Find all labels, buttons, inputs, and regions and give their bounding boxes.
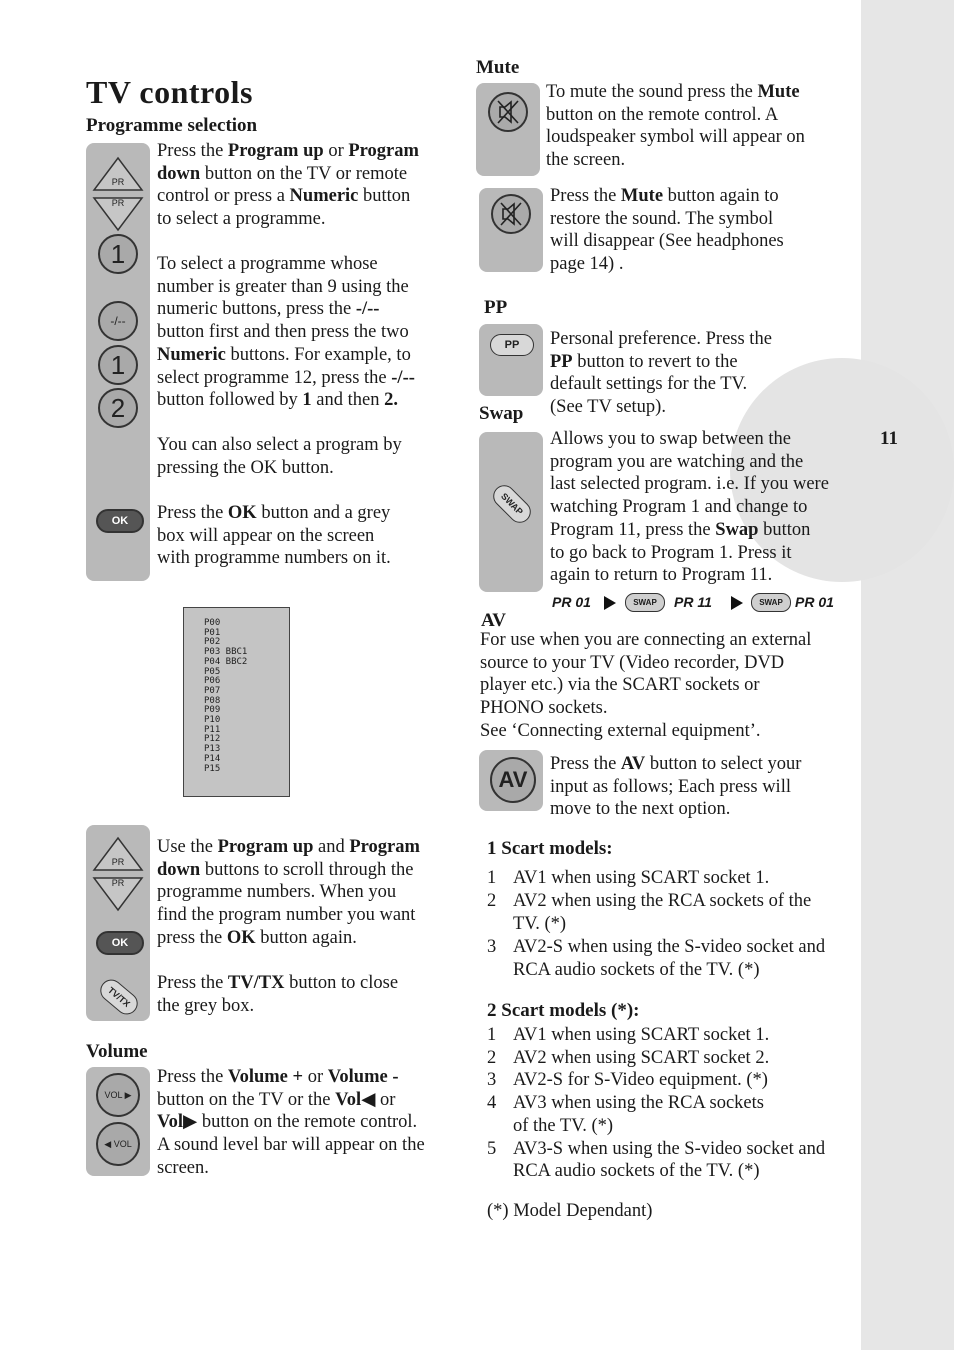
mute-icon-2[interactable]	[489, 192, 533, 236]
volume-up-button[interactable]: VOL ▶	[96, 1073, 140, 1117]
osd-programme-row: P07	[204, 685, 221, 696]
text-run: button again to	[663, 186, 779, 206]
volume-para-1	[157, 1066, 457, 1180]
text-run: the grey box.	[157, 995, 255, 1016]
text-run: button	[758, 519, 811, 540]
text-run: with programme numbers on it.	[157, 548, 391, 569]
text-run: button and a grey	[256, 503, 391, 523]
text-run: or	[323, 141, 349, 161]
bold-text: Program	[348, 141, 419, 161]
text-run: You can also select a program by	[157, 435, 402, 455]
programme-para-4	[157, 502, 457, 570]
volume-down-button[interactable]: ◀ VOL	[96, 1122, 140, 1166]
text-run: again to return to Program 11.	[550, 565, 773, 586]
side-tab	[861, 0, 954, 1350]
program-updown-icon[interactable]	[90, 156, 146, 232]
list-item: AV3-S when using the S-video socket and	[513, 1138, 826, 1159]
bold-text: Volume +	[227, 1067, 304, 1087]
swap-seq-pr11: PR 11	[674, 594, 712, 610]
osd-programme-row: P01	[204, 627, 221, 638]
bold-text: down	[157, 859, 201, 880]
mute-icon[interactable]	[486, 90, 530, 134]
text-run: Press the	[550, 754, 621, 774]
ok-button[interactable]: OK	[96, 509, 144, 533]
bold-text: Vol▶	[157, 1112, 198, 1133]
bold-text: 1	[302, 390, 312, 411]
osd-programme-row: P12	[204, 734, 221, 745]
pr-down-label: PR	[111, 198, 125, 208]
scart2-heading: 2 Scart models (*):	[487, 1000, 640, 1021]
text-run: and then	[311, 390, 385, 411]
bold-text: Program up	[227, 141, 324, 161]
text-run: player etc.) via the SCART sockets or	[480, 675, 760, 696]
text-run: pressing the OK button.	[157, 457, 334, 478]
swap-button[interactable]: SWAP	[489, 481, 536, 528]
text-run: last selected program. i.e. If you were	[550, 474, 829, 495]
osd-programme-row: P14	[204, 753, 221, 764]
av-para-1	[480, 629, 860, 743]
text-run: To mute the sound press the	[546, 82, 758, 102]
text-run: Press the	[157, 973, 228, 993]
text-run: Personal preference. Press the	[550, 329, 772, 349]
dash-button[interactable]: -/--	[98, 301, 138, 341]
bold-text: Program	[349, 837, 420, 857]
text-run: button followed by	[157, 390, 303, 411]
osd-programme-row: P05	[204, 666, 221, 677]
text-run: box will appear on the screen	[157, 525, 375, 546]
programme-para-1	[157, 140, 457, 231]
text-run: Program 11, press the	[550, 519, 716, 540]
numeric-2-button[interactable]: 2	[98, 388, 138, 428]
swap-chip-icon-2: SWAP	[751, 593, 791, 612]
bold-text: Numeric	[157, 344, 226, 365]
swap-seq-pr01-b: PR 01	[795, 594, 834, 610]
text-run: the screen.	[546, 150, 626, 171]
text-run: Press the	[157, 141, 228, 161]
text-run: programme numbers. When you	[157, 882, 397, 903]
text-run: watching Program 1 and change to	[550, 497, 808, 518]
text-run: program you are watching and the	[550, 451, 804, 472]
bold-text: Volume -	[327, 1067, 399, 1087]
pr-up-label-2: PR	[111, 857, 125, 867]
footnote: (*) Model Dependant)	[487, 1201, 653, 1221]
text-run: Press the	[157, 503, 228, 523]
page-title: TV controls	[86, 74, 253, 110]
osd-programme-row: P08	[204, 695, 221, 706]
list-item: AV2 when using SCART socket 2.	[513, 1047, 770, 1068]
programme-para-2	[157, 253, 457, 412]
list-number: 5	[487, 1138, 497, 1159]
text-run: page 14) .	[550, 254, 624, 275]
arrow-right-icon	[604, 596, 616, 610]
bold-text: Mute	[620, 186, 664, 206]
osd-programme-row: P00	[204, 618, 221, 628]
list-item: AV2 when using the RCA sockets of the	[513, 891, 812, 911]
av-button[interactable]: AV	[490, 757, 536, 803]
text-run: input as follows; Each press will	[550, 776, 791, 797]
text-run: button again.	[255, 927, 357, 948]
programme-para-6	[157, 972, 457, 1017]
bold-text: Mute	[757, 82, 800, 102]
text-run: screen.	[157, 1157, 209, 1178]
list-number: 2	[487, 1047, 497, 1068]
text-run: to go back to Program 1. Press it	[550, 542, 792, 563]
list-number: 1	[487, 868, 497, 888]
text-run: See ‘Connecting external equipment’.	[480, 720, 761, 741]
osd-programme-row: P03 BBC1	[204, 647, 248, 658]
osd-programme-row: P06	[204, 676, 221, 687]
osd-programme-row: P02	[204, 637, 221, 648]
swap-para-1	[550, 428, 850, 587]
list-item-continued: RCA audio sockets of the TV. (*)	[513, 1161, 760, 1182]
bold-text: PP	[550, 351, 573, 372]
osd-programme-row: P15	[204, 763, 221, 774]
list-item: AV1 when using SCART socket 1.	[513, 868, 770, 888]
text-run: restore the sound. The symbol	[550, 208, 774, 229]
osd-programme-row: P09	[204, 705, 221, 716]
osd-programme-row: P13	[204, 744, 221, 755]
text-run: or	[303, 1067, 328, 1087]
bold-text: Numeric	[289, 186, 359, 207]
list-number: 3	[487, 937, 497, 957]
text-run: button to revert to the	[572, 351, 738, 372]
swap-seq-pr01: PR 01	[552, 594, 591, 610]
text-run: A sound level bar will appear on the	[157, 1135, 425, 1156]
list-number: 2	[487, 891, 497, 911]
text-run: select programme 12, press the	[157, 367, 392, 388]
bold-text: TV/TX	[227, 973, 285, 993]
text-run: button on the remote control.	[197, 1112, 418, 1133]
text-run: PHONO sockets.	[480, 698, 608, 719]
text-run: button to close	[284, 973, 399, 993]
bold-text: down	[157, 163, 201, 184]
bold-text: AV	[620, 754, 646, 774]
list-number: 1	[487, 1025, 497, 1045]
text-run: button on the remote control. A	[546, 104, 779, 125]
text-run: (See TV setup).	[550, 397, 666, 418]
list-number: 4	[487, 1093, 497, 1114]
swap-chip-icon: SWAP	[625, 593, 665, 612]
tvtx-button[interactable]: TV/TX	[96, 975, 142, 1019]
text-run: will disappear (See headphones	[550, 231, 784, 252]
numeric-1-button[interactable]: 1	[98, 234, 138, 274]
list-item-continued: TV. (*)	[513, 914, 567, 934]
osd-programme-row: P04 BBC2	[204, 656, 248, 667]
bold-text: Swap	[715, 519, 759, 540]
list-item: AV2-S when using the S-video socket and	[513, 937, 826, 957]
text-run: buttons to scroll through the	[200, 859, 414, 880]
text-run: move to the next option.	[550, 799, 731, 820]
bold-text: Program up	[217, 837, 314, 857]
list-item: AV3 when using the RCA sockets	[513, 1093, 764, 1114]
pp-para-1	[550, 328, 850, 419]
list-item-continued: of the TV. (*)	[513, 1115, 614, 1136]
text-run: number is greater than 9 using the	[157, 276, 409, 297]
numeric-1-button-b[interactable]: 1	[98, 345, 138, 385]
text-run: Press the	[550, 186, 621, 206]
program-updown-icon-2[interactable]	[90, 836, 146, 912]
text-run: button on the TV or the	[157, 1089, 336, 1110]
av-heading: AV	[481, 610, 506, 631]
pr-up-label: PR	[111, 177, 125, 187]
text-run: To select a programme whose	[157, 254, 378, 274]
scart1-heading: 1 Scart models:	[487, 838, 613, 859]
bold-text: Vol◀	[335, 1089, 376, 1110]
text-run: find the program number you want	[157, 905, 416, 926]
volume-heading: Volume	[86, 1041, 148, 1062]
text-run: numeric buttons, press the	[157, 299, 356, 320]
text-run: loudspeaker symbol will appear on	[546, 127, 805, 148]
text-run: Allows you to swap between the	[550, 429, 791, 449]
page-number: 11	[880, 428, 898, 449]
text-run: Press the	[157, 1067, 228, 1087]
text-run: Use the	[157, 837, 218, 857]
osd-programme-row: P11	[204, 724, 221, 735]
text-run: button	[358, 186, 411, 207]
bold-text: OK	[226, 927, 256, 948]
list-item-continued: RCA audio sockets of the TV. (*)	[513, 960, 760, 980]
osd-programme-row: P10	[204, 715, 221, 725]
text-run: or	[375, 1089, 396, 1110]
pr-down-label-2: PR	[111, 878, 125, 888]
mute-para-1	[546, 81, 846, 172]
programme-heading: Programme selection	[86, 115, 258, 136]
text-run: to select a programme.	[157, 209, 326, 230]
text-run: For use when you are connecting an external	[480, 630, 812, 650]
programme-para-3	[157, 434, 457, 479]
swap-heading: Swap	[479, 403, 524, 424]
list-number: 3	[487, 1070, 497, 1091]
text-run: and	[313, 837, 350, 857]
text-run: button to select your	[645, 754, 802, 774]
text-run: control or press a	[157, 186, 290, 207]
mute-heading: Mute	[476, 57, 520, 78]
text-run: button on the TV or remote	[200, 163, 408, 184]
bold-text: -/--	[391, 367, 415, 388]
bold-text: OK	[227, 503, 257, 523]
arrow-right-icon-2	[731, 596, 743, 610]
text-run: buttons. For example, to	[225, 344, 411, 365]
pp-heading: PP	[484, 297, 508, 318]
bold-text: -/--	[355, 299, 380, 320]
text-run: button first and then press the two	[157, 322, 409, 343]
list-item: AV2-S for S-Video equipment. (*)	[513, 1070, 768, 1091]
text-run: source to your TV (Video recorder, DVD	[480, 652, 785, 673]
av-para-2	[550, 753, 850, 821]
list-item: AV1 when using SCART socket 1.	[513, 1025, 770, 1045]
ok-button-2[interactable]: OK	[96, 931, 144, 955]
text-run: default settings for the TV.	[550, 374, 748, 395]
programme-para-5	[157, 836, 457, 950]
mute-para-2	[550, 185, 850, 276]
pp-button[interactable]: PP	[490, 334, 534, 356]
programme-list-osd	[183, 607, 290, 797]
bold-text: 2.	[384, 390, 398, 411]
text-run: press the	[157, 927, 227, 948]
